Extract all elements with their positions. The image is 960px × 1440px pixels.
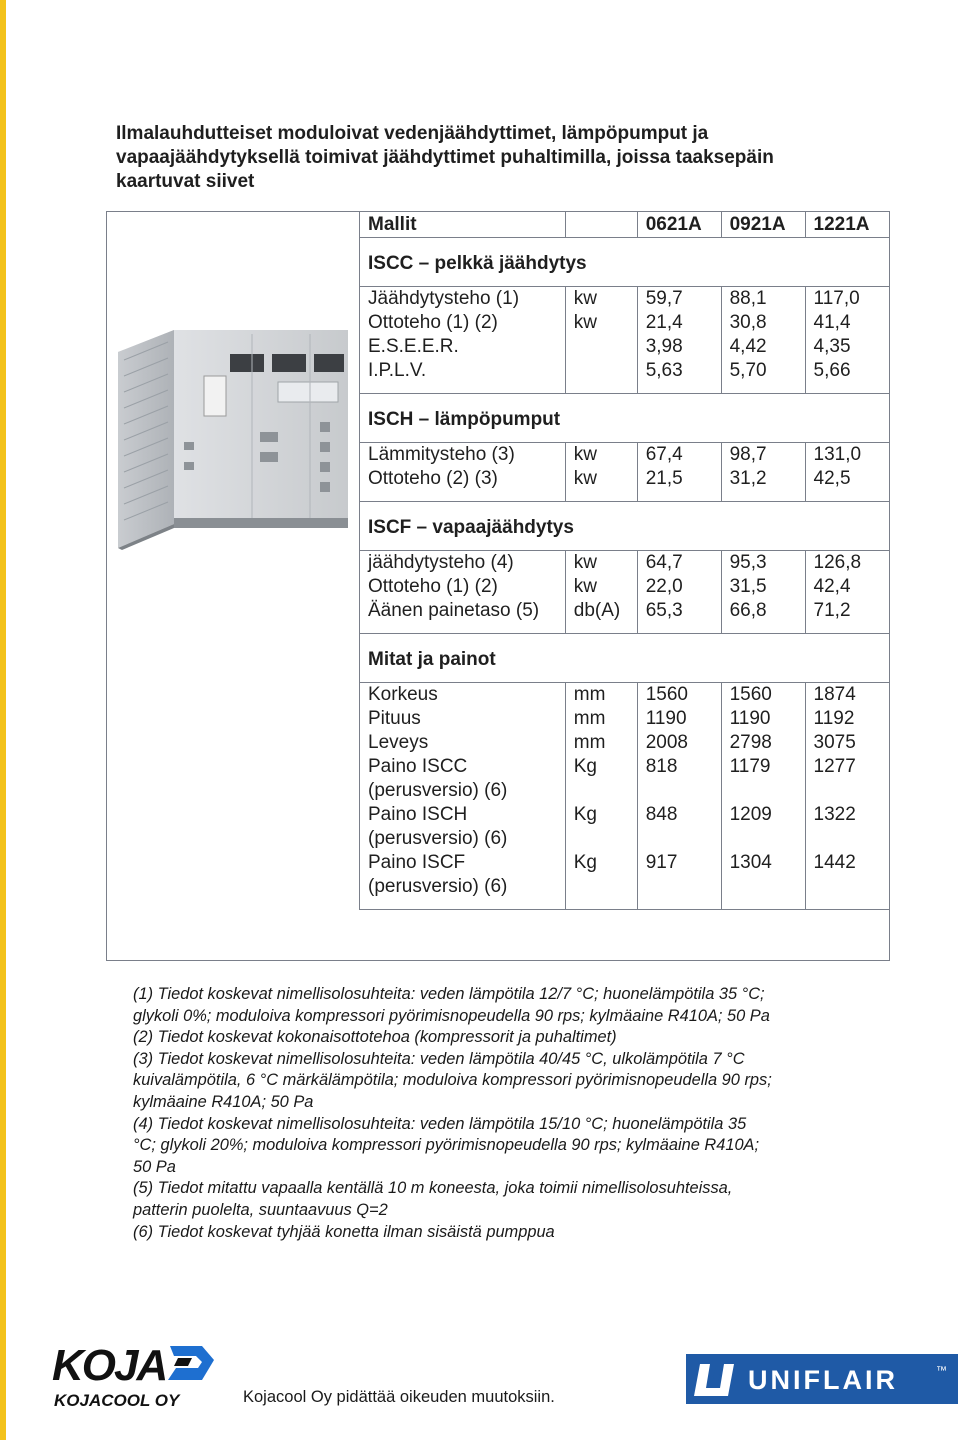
footnote-line: kuivalämpötila, 6 °C märkälämpötila; moduloiva kompressori pyörimisnopeudella 90 rps;	[133, 1071, 772, 1090]
section-row	[360, 394, 891, 443]
koja-logo	[52, 1338, 217, 1410]
spec-table	[359, 211, 890, 910]
table-row	[360, 803, 891, 851]
cell-value-0921a: 5,70	[721, 359, 805, 394]
table-row	[360, 311, 891, 335]
footnote-line: (3) Tiedot koskevat nimellisolosuhteita: veden lämpötila 40/45 °C, ulkolämpötila 7 °C	[133, 1049, 745, 1068]
cell-value-0621a: 21,4	[637, 311, 721, 335]
table-header-row	[360, 211, 891, 238]
footnote-line: (4) Tiedot koskevat nimellisolosuhteita: veden lämpötila 15/10 °C; huonelämpötila 35	[133, 1114, 747, 1133]
header-models: Mallit	[360, 211, 566, 238]
cell-label: Leveys	[360, 731, 566, 755]
cell-value-0621a: 5,63	[637, 359, 721, 394]
left-stripe-gap	[6, 0, 9, 1440]
section-row	[360, 502, 891, 551]
cell-value-0621a: 59,7	[637, 287, 721, 312]
cell-unit: mm	[565, 707, 637, 731]
cell-value-0621a: 3,98	[637, 335, 721, 359]
cell-value-0921a: 2798	[721, 731, 805, 755]
koja-logo-text: KOJA	[52, 1341, 167, 1390]
cell-value-0921a: 31,5	[721, 575, 805, 599]
cell-value-0921a: 98,7	[721, 443, 805, 468]
footnote-line: patterin puolelta, suuntaavuus Q=2	[133, 1200, 388, 1219]
cell-value-1221a: 42,5	[805, 467, 890, 502]
cell-value-0621a: 65,3	[637, 599, 721, 634]
footnote-line: kylmäaine R410A; 50 Pa	[133, 1092, 314, 1111]
cell-label: jäähdytysteho (4)	[360, 551, 566, 576]
footnote-line: (6) Tiedot koskevat tyhjää konetta ilman sisäistä pumppua	[133, 1222, 555, 1241]
table-row	[360, 707, 891, 731]
disclaimer-text: Kojacool Oy pidättää oikeuden muutoksiin.	[243, 1388, 555, 1406]
table-row	[360, 755, 891, 803]
cell-unit: Kg	[565, 755, 637, 803]
cell-unit: kw	[565, 311, 637, 335]
cell-value-0921a: 1560	[721, 683, 805, 708]
cell-unit: db(A)	[565, 599, 637, 634]
cell-value-0921a: 95,3	[721, 551, 805, 576]
cell-unit: Kg	[565, 803, 637, 851]
table-row	[360, 731, 891, 755]
cell-value-1221a: 126,8	[805, 551, 890, 576]
cell-unit: kw	[565, 443, 637, 468]
table-row	[360, 443, 891, 468]
uniflair-tm: ™	[936, 1365, 947, 1377]
footnote-line: (2) Tiedot koskevat kokonaisottotehoa (kompressorit ja puhaltimet)	[133, 1028, 617, 1047]
cell-value-0621a: 67,4	[637, 443, 721, 468]
uniflair-logo	[686, 1354, 958, 1404]
cell-label: Ottoteho (2) (3)	[360, 467, 566, 502]
table-row	[360, 551, 891, 576]
cell-value-0621a: 917	[637, 851, 721, 910]
page-heading: Ilmalauhdutteiset moduloivat vedenjäähdyttimet, lämpöpumput ja vapaajäähdytyksellä toimivat jäähdyttimet puhaltimilla, joissa taaksepäin kaartuvat siivet	[116, 123, 774, 192]
cell-label: Pituus	[360, 707, 566, 731]
cell-unit: kw	[565, 551, 637, 576]
cell-unit: kw	[565, 467, 637, 502]
cell-label: I.P.L.V.	[360, 359, 566, 394]
cell-value-1221a: 71,2	[805, 599, 890, 634]
footnote-line: °C; glykoli 20%; moduloiva kompressori pyörimisnopeudella 90 rps; kylmäaine R410A;	[133, 1136, 760, 1155]
header-0921a: 0921A	[721, 211, 805, 238]
cell-unit: Kg	[565, 851, 637, 910]
footnote-line: (1) Tiedot koskevat nimellisolosuhteita: veden lämpötila 12/7 °C; huonelämpötila 35 °C;	[133, 985, 765, 1003]
cell-value-1221a: 1322	[805, 803, 890, 851]
uniflair-logo-text: UNIFLAIR	[748, 1365, 898, 1395]
cell-value-1221a: 3075	[805, 731, 890, 755]
cell-value-0921a: 88,1	[721, 287, 805, 312]
table-row	[360, 359, 891, 394]
cell-unit	[565, 335, 637, 359]
table-row	[360, 851, 891, 910]
cell-label: E.S.E.E.R.	[360, 335, 566, 359]
cell-label: Jäähdytysteho (1)	[360, 287, 566, 312]
cell-value-0621a: 818	[637, 755, 721, 803]
cell-value-0621a: 64,7	[637, 551, 721, 576]
cell-value-1221a: 1192	[805, 707, 890, 731]
table-row	[360, 467, 891, 502]
section-title: ISCC – pelkkä jäähdytys	[360, 238, 891, 287]
section-title: Mitat ja painot	[360, 634, 891, 683]
header-0621a: 0621A	[637, 211, 721, 238]
cell-label: Paino ISCF (perusversio) (6)	[360, 851, 566, 910]
cell-value-1221a: 41,4	[805, 311, 890, 335]
cell-label: Paino ISCH (perusversio) (6)	[360, 803, 566, 851]
cell-value-1221a: 1277	[805, 755, 890, 803]
cell-unit: kw	[565, 575, 637, 599]
section-row	[360, 634, 891, 683]
footnote-line: 50 Pa	[133, 1157, 176, 1176]
footnote-line: (5) Tiedot mitattu vapaalla kentällä 10 m koneesta, joka toimii nimellisolosuhteissa,	[133, 1179, 733, 1198]
cell-value-1221a: 4,35	[805, 335, 890, 359]
cell-unit: mm	[565, 731, 637, 755]
cell-label: Paino ISCC (perusversio) (6)	[360, 755, 566, 803]
table-row	[360, 287, 891, 312]
section-row	[360, 238, 891, 287]
cell-label: Ottoteho (1) (2)	[360, 575, 566, 599]
footnotes	[133, 984, 893, 1243]
cell-label: Ottoteho (1) (2)	[360, 311, 566, 335]
cell-value-0621a: 1560	[637, 683, 721, 708]
table-row	[360, 599, 891, 634]
koja-company-name: KOJACOOL OY	[54, 1391, 180, 1410]
table-row	[360, 335, 891, 359]
cell-value-0621a: 848	[637, 803, 721, 851]
section-title: ISCF – vapaajäähdytys	[360, 502, 891, 551]
cell-value-0921a: 31,2	[721, 467, 805, 502]
section-title: ISCH – lämpöpumput	[360, 394, 891, 443]
chiller-unit-image	[112, 312, 352, 552]
cell-value-0921a: 30,8	[721, 311, 805, 335]
cell-value-1221a: 1874	[805, 683, 890, 708]
table-row	[360, 683, 891, 708]
cell-value-0921a: 1304	[721, 851, 805, 910]
header-1221a: 1221A	[805, 211, 890, 238]
cell-unit	[565, 359, 637, 394]
cell-value-0921a: 4,42	[721, 335, 805, 359]
footnote-line: glykoli 0%; moduloiva kompressori pyörimisnopeudella 90 rps; kylmäaine R410A; 50 Pa	[133, 1006, 770, 1025]
cell-label: Äänen painetaso (5)	[360, 599, 566, 634]
table-row	[360, 575, 891, 599]
cell-value-1221a: 42,4	[805, 575, 890, 599]
cell-label: Lämmitysteho (3)	[360, 443, 566, 468]
cell-unit: kw	[565, 287, 637, 312]
cell-unit: mm	[565, 683, 637, 708]
cell-label: Korkeus	[360, 683, 566, 708]
cell-value-0621a: 2008	[637, 731, 721, 755]
cell-value-0921a: 1179	[721, 755, 805, 803]
cell-value-0921a: 1209	[721, 803, 805, 851]
cell-value-1221a: 5,66	[805, 359, 890, 394]
header-unit	[565, 211, 637, 238]
cell-value-1221a: 1442	[805, 851, 890, 910]
cell-value-0621a: 1190	[637, 707, 721, 731]
cell-value-1221a: 117,0	[805, 287, 890, 312]
cell-value-0921a: 66,8	[721, 599, 805, 634]
cell-value-1221a: 131,0	[805, 443, 890, 468]
cell-value-0621a: 22,0	[637, 575, 721, 599]
cell-value-0921a: 1190	[721, 707, 805, 731]
cell-value-0621a: 21,5	[637, 467, 721, 502]
